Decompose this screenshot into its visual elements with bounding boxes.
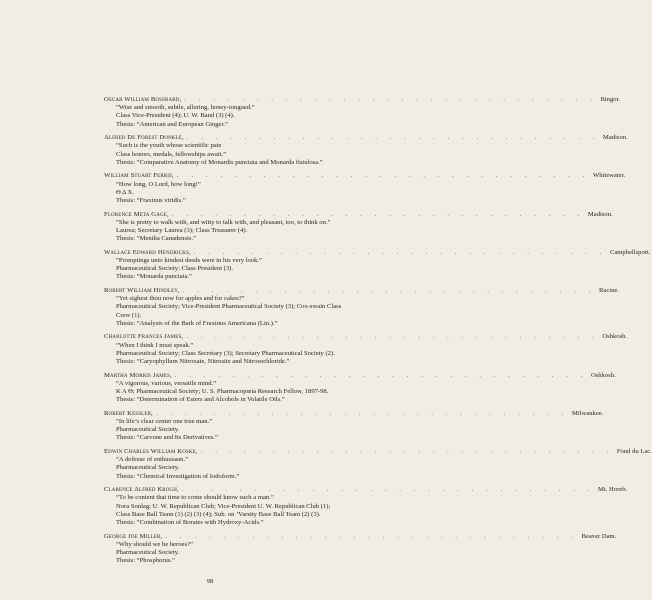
thesis-line: Thesis: “Analysis of the Bark of Fraxinus Americana (Lin.).”	[116, 319, 278, 327]
hometown: Racine.	[599, 287, 619, 295]
student-entries	[104, 96, 652, 565]
hometown: Milwaukee.	[572, 409, 604, 417]
detail-line: Pharmaceutical Society.	[116, 549, 180, 557]
detail-line: Pharmaceutical Society.	[116, 464, 180, 472]
detail-line: Nora Sonlag; U. W. Republican Club; Vice-President U. W. Republican Club (1); Class Base Ball Team (1) (2) (3) (4); Sub. on ’Varsity Base Ball Team (2) (3).	[116, 502, 331, 518]
student-entry	[104, 96, 621, 129]
thesis-line: Thesis: “Combination of Borates with Hydroxy-Acids.”	[116, 519, 264, 527]
thesis-line: Thesis: “Mentha Canadensis.”	[116, 235, 197, 243]
entry-heading	[104, 134, 628, 142]
thesis-line: Thesis: “Comparative Anatomy of Monardis punctata and Monarda fistulosa.”	[116, 158, 323, 166]
student-name: Charlotte Frances James,	[104, 333, 184, 341]
student-entry	[104, 287, 619, 328]
student-entry	[104, 210, 613, 244]
detail-line: Κ Α Θ; Pharmaceutical Society; U. S. Pharmacopœia Research Fellow, 1897-98.	[116, 388, 329, 396]
entry-heading	[104, 409, 604, 418]
thesis-line: Thesis: “Fraxinus viridis.”	[116, 197, 186, 205]
leader-dots: . . . . . . . . . . . . . . . . . . . . . . . . . . . . .	[186, 134, 600, 142]
student-name: Martha Morris James,	[104, 371, 172, 379]
student-name: William Stuart Ferris,	[104, 172, 174, 180]
detail-line: Pharmaceutical Society; Class Secretary (3); Secretary Pharmaceutical Society (2).	[116, 349, 335, 357]
hometown: Madison.	[587, 210, 613, 218]
detail-line: “In life’s clear center one true man.”	[116, 418, 213, 426]
entry-heading	[104, 287, 619, 295]
student-name: Clarence Alfred Krogh,	[104, 486, 179, 494]
thesis-line: Thesis: “Caryophyllum Nitroxate, Nitrosite and Nitrosochloride.”	[116, 358, 290, 366]
hometown: Oshkosh.	[602, 333, 628, 341]
student-name: Florence Meta Gage,	[104, 210, 169, 218]
entry-heading	[104, 448, 652, 456]
student-entry	[104, 371, 616, 405]
thesis-line: Thesis: “American and European Ginger.”	[116, 120, 228, 128]
student-entry	[104, 448, 652, 481]
detail-line: “Why should we be heroes?”	[116, 540, 193, 548]
student-entry	[104, 486, 628, 527]
hometown: Madison.	[602, 134, 628, 142]
detail-line: “Wise and smooth, subtle, alluring, honey-tongued.”	[116, 104, 255, 112]
page-number: 98	[206, 578, 214, 585]
entry-heading	[104, 486, 628, 494]
leader-dots: . . . . . . . . . . . . . . . . . . . . . . . . . . . . .	[200, 448, 614, 456]
student-name: George Joe Miller,	[104, 532, 163, 540]
entry-heading	[104, 333, 628, 341]
hometown: Campbellsport.	[609, 248, 651, 256]
student-entry	[104, 409, 604, 443]
student-name: Wallace Edward Hendricks,	[104, 248, 191, 256]
detail-line: Θ Δ Χ.	[116, 188, 134, 196]
student-name: Edwin Charles William Koske,	[104, 448, 198, 456]
detail-line: Pharmaceutical Society.	[116, 426, 180, 434]
student-name: Oscar William Bossbard,	[104, 96, 182, 103]
entry-heading	[104, 371, 616, 380]
leader-dots: . . . . . . . . . . . . . . . . . . . . . . . . . . . . .	[193, 248, 607, 256]
detail-line: Class Vice-President (4); U. W. Band (3) (4).	[116, 112, 235, 120]
detail-line: “A vigorous, various, versatile mind.”	[116, 379, 217, 387]
detail-line: “To be content that time to come should know such a man.”	[116, 494, 274, 502]
entry-heading	[104, 172, 626, 180]
hometown: Fond du Lac.	[616, 448, 652, 456]
thesis-line: Thesis: “Phosphorus.”	[116, 557, 175, 565]
student-name: Alfred De Forest Donkle,	[104, 134, 184, 142]
detail-line: “A defense of enthusiasm.”	[116, 456, 189, 464]
hometown: Bingor.	[600, 96, 621, 103]
leader-dots: . . . . . . . . . . . . . . . . . . . . . . . . . . . . .	[165, 532, 579, 540]
hometown: Whitewater.	[593, 172, 626, 180]
student-entry	[104, 134, 628, 167]
detail-line: Class honors, medals, fellowships await.”	[116, 150, 227, 158]
detail-line: “Promptings unto kindest deeds were in his very look.”	[116, 257, 262, 265]
hometown: Mt. Horeb.	[598, 486, 628, 494]
thesis-line: Thesis: “Determination of Esters and Alcohols in Volatile Oils.”	[116, 396, 285, 404]
student-entry	[104, 532, 617, 566]
thesis-line: Thesis: “Chemical Investigation of Iodoform.”	[116, 472, 240, 480]
student-entry	[104, 333, 628, 366]
detail-line: “Yet sighest thou now for apples and for cakes?”	[116, 295, 245, 303]
entry-heading	[104, 532, 617, 541]
entry-heading	[104, 248, 651, 257]
detail-line: “Such is the youth whose scientific pate	[116, 142, 222, 150]
leader-dots: . . . . . . . . . . . . . . . . . . . . . . . . . . . . .	[184, 96, 598, 103]
leader-dots: . . . . . . . . . . . . . . . . . . . . . . . . . . . . .	[186, 333, 600, 341]
leader-dots: . . . . . . . . . . . . . . . . . . . . . . . . . . . . .	[182, 287, 597, 295]
entry-heading	[104, 96, 621, 104]
thesis-line: Thesis: “Monarda punctata.”	[116, 273, 192, 281]
detail-line: “How long, O Lord, how long!”	[116, 180, 201, 188]
detail-line: “She is pretty to walk with, and witty to talk with, and pleasant, too, to think on.”	[116, 218, 331, 226]
thesis-line: Thesis: “Carvone and Its Derivatives.”	[116, 434, 218, 442]
leader-dots: . . . . . . . . . . . . . . . . . . . . . . . . . . . . .	[171, 210, 585, 218]
student-entry	[104, 172, 626, 205]
leader-dots: . . . . . . . . . . . . . . . . . . . . . . . . . . . . .	[181, 486, 596, 494]
leader-dots: . . . . . . . . . . . . . . . . . . . . . . . . . . . . .	[155, 409, 570, 417]
detail-line: Laurea; Secretary Laurea (3); Class Treasurer (4).	[116, 227, 248, 235]
detail-line: “When I think I must speak.”	[116, 341, 194, 349]
detail-line: Pharmaceutical Society; Class President (3).	[116, 265, 234, 273]
leader-dots: . . . . . . . . . . . . . . . . . . . . . . . . . . . . .	[176, 172, 591, 180]
student-entry	[104, 248, 651, 282]
student-name: Robert William Hindley,	[104, 287, 180, 295]
student-name: Robert Kessler,	[104, 409, 153, 417]
hometown: Beaver Dam.	[581, 532, 617, 540]
detail-line: Pharmaceutical Society; Vice-President Pharmaceutical Society (3); Cox-swain Class Crew (1).	[116, 303, 342, 319]
hometown: Oshkosh.	[590, 371, 616, 379]
entry-heading	[104, 210, 613, 219]
leader-dots: . . . . . . . . . . . . . . . . . . . . . . . . . . . . .	[174, 371, 588, 379]
